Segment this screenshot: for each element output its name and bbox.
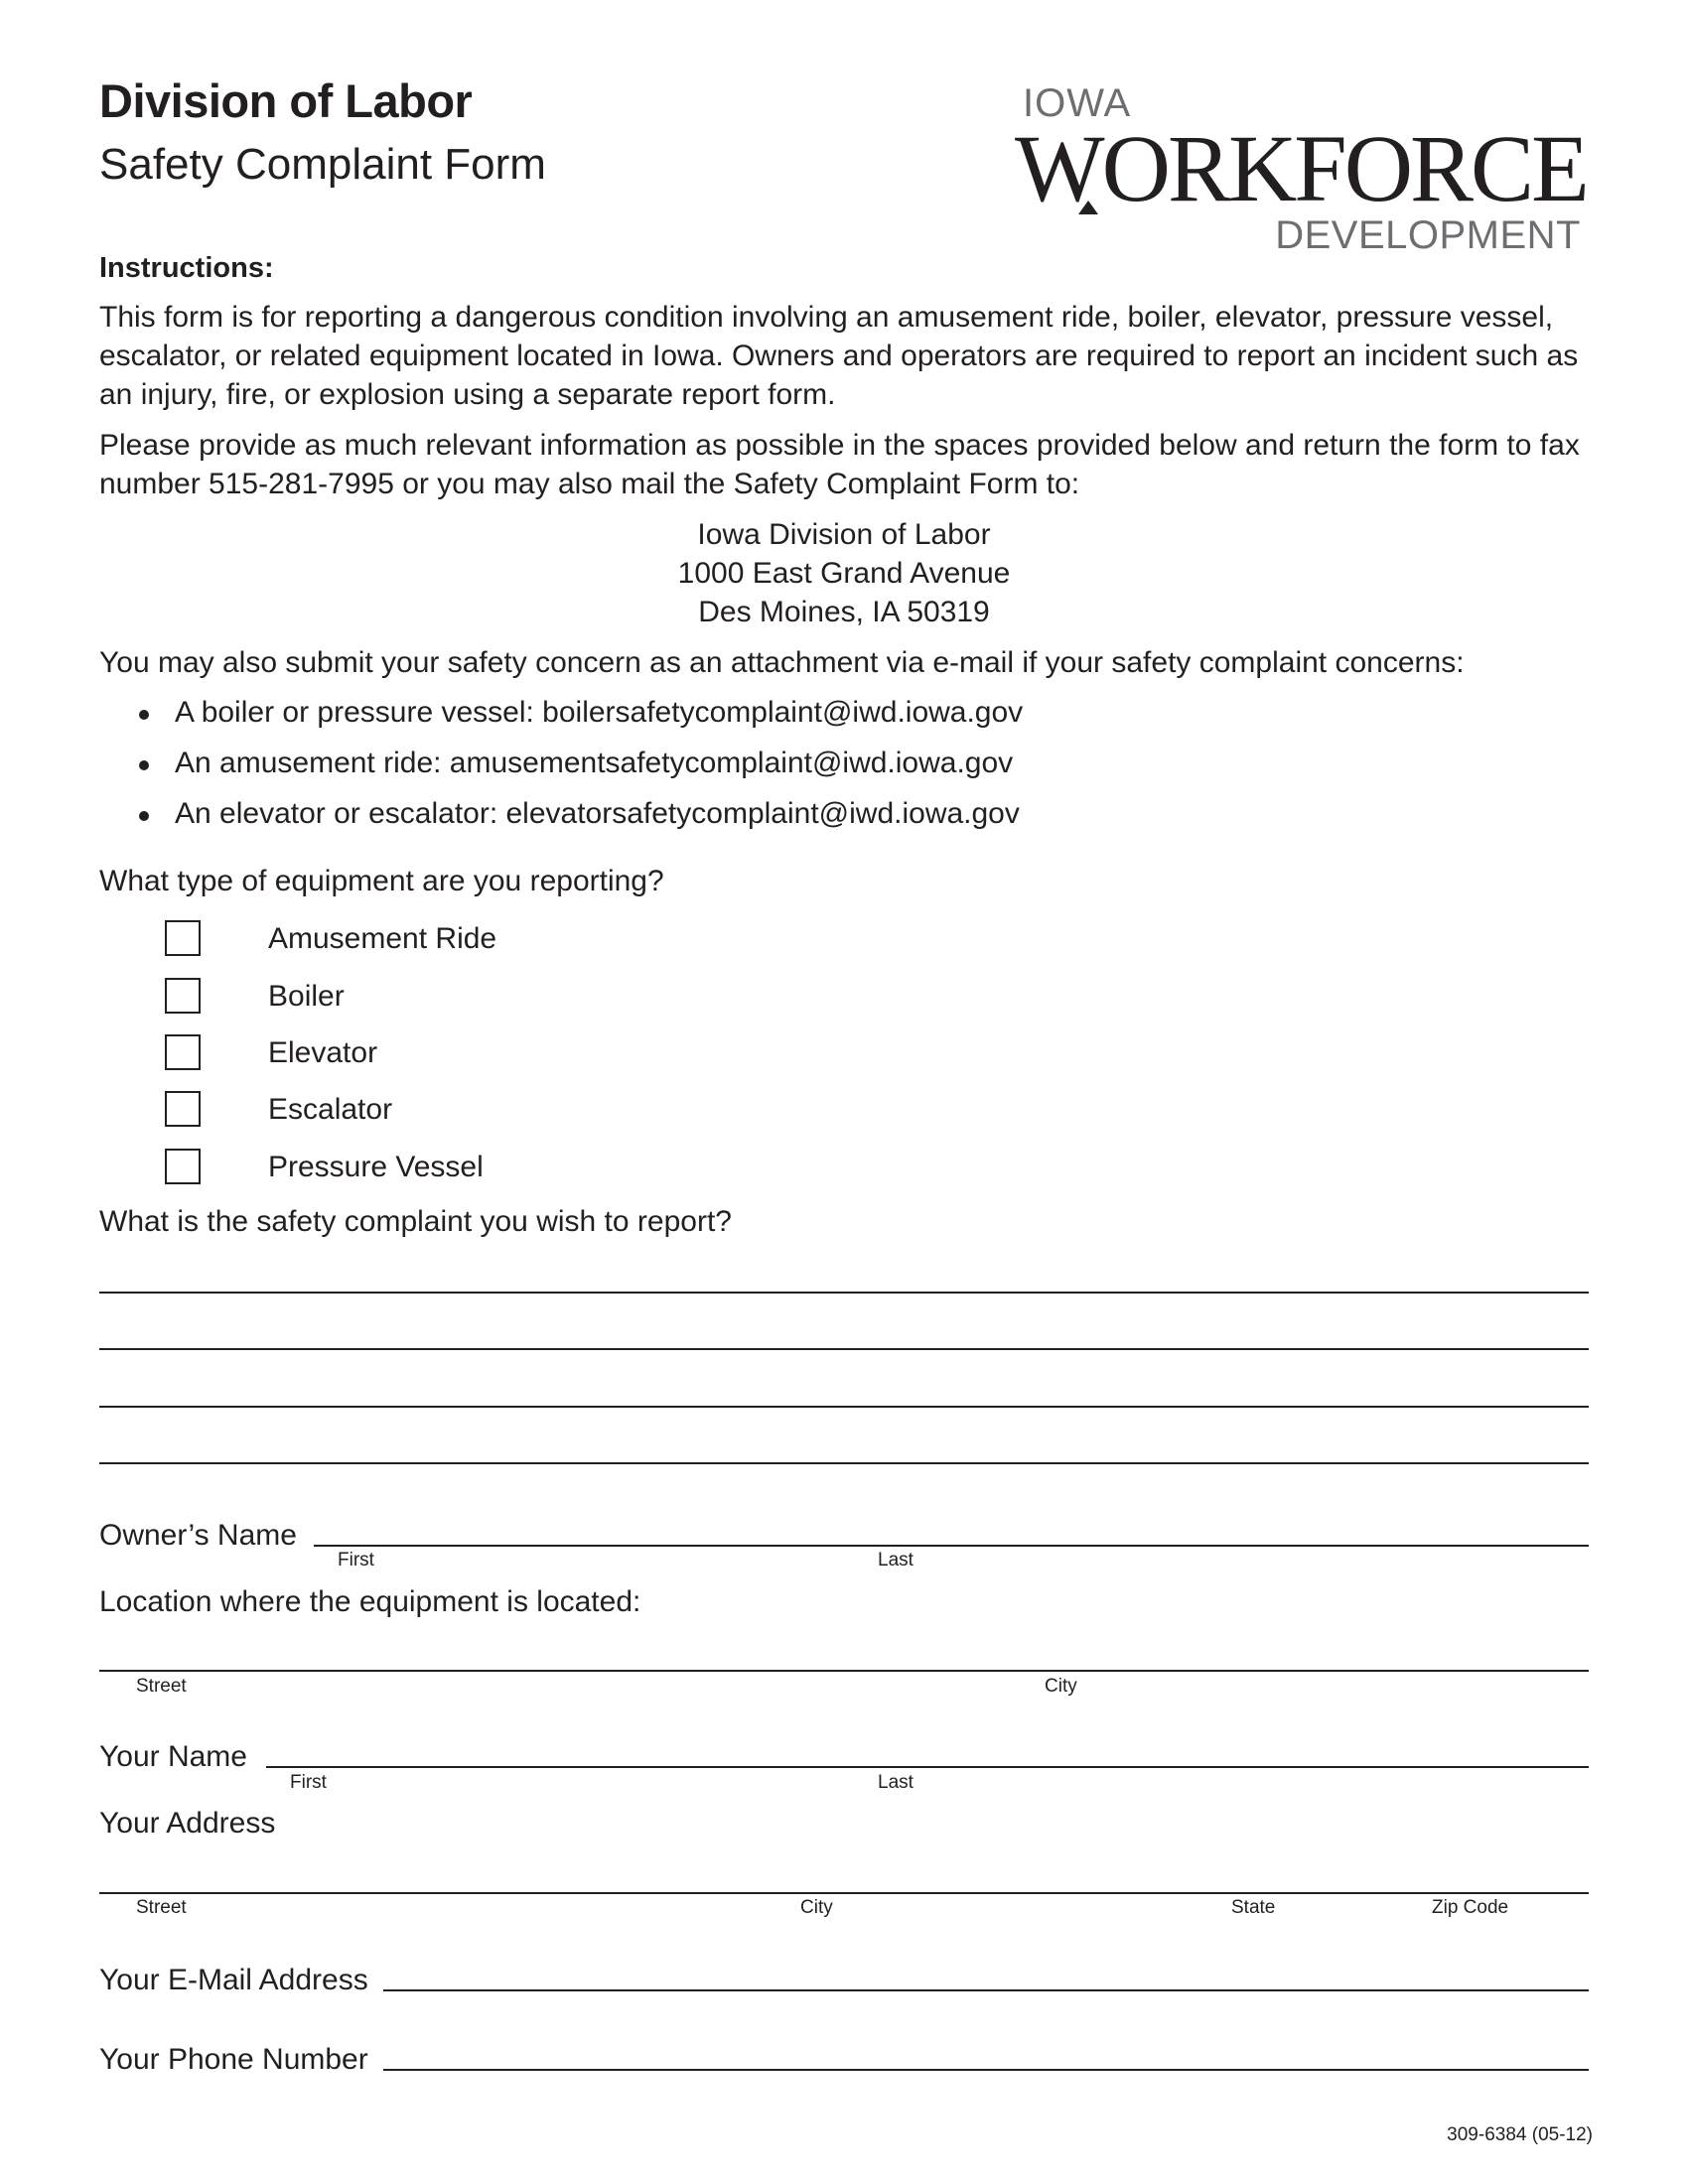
checkbox-label: Amusement Ride bbox=[268, 922, 497, 955]
equipment-question: What type of equipment are you reporting? bbox=[99, 865, 664, 897]
logo-top-text: IOWA bbox=[1023, 81, 1132, 125]
logo-main-text: WORKFORCE bbox=[1015, 115, 1587, 221]
mailing-address-line: 1000 East Grand Avenue bbox=[677, 557, 1011, 590]
owner-name-field[interactable] bbox=[314, 1545, 1589, 1547]
complaint-line[interactable] bbox=[99, 1292, 1589, 1294]
bullet-icon bbox=[139, 760, 149, 770]
instructions-paragraph-1: This form is for reporting a dangerous condition involving an amusement ride, boiler, elevator, pressure vessel, escalator, or related equipment located in Iowa. Owners and operators are required to report an incident such as an injury, fire, or explosion using a separate report form. bbox=[99, 301, 1579, 411]
page-title: Division of Labor bbox=[99, 74, 473, 127]
instructions-heading: Instructions: bbox=[99, 252, 274, 284]
owner-first-caption: First bbox=[338, 1550, 374, 1570]
checkbox-escalator[interactable] bbox=[165, 1091, 201, 1127]
address-city-caption: City bbox=[800, 1897, 833, 1918]
instructions-paragraph-2: Please provide as much relevant information as possible in the spaces provided below and return the form to fax number 515-281-7995 or you may also mail the Safety Complaint Form to: bbox=[99, 429, 1580, 500]
checkbox-label: Escalator bbox=[268, 1093, 393, 1126]
checkbox-label: Elevator bbox=[268, 1036, 378, 1069]
owner-last-caption: Last bbox=[878, 1550, 914, 1570]
email-label: Your E-Mail Address bbox=[99, 1964, 368, 1996]
iowa-workforce-development-logo bbox=[1015, 81, 1591, 270]
bullet-icon bbox=[139, 811, 149, 821]
phone-label: Your Phone Number bbox=[99, 2043, 368, 2076]
phone-field[interactable] bbox=[383, 2069, 1589, 2071]
form-number: 309-6384 (05-12) bbox=[1447, 2124, 1593, 2145]
address-zip-caption: Zip Code bbox=[1432, 1897, 1509, 1918]
location-city-caption: City bbox=[1045, 1676, 1077, 1697]
your-last-caption: Last bbox=[878, 1772, 914, 1793]
checkbox-boiler[interactable] bbox=[165, 978, 201, 1014]
owner-name-label: Owner’s Name bbox=[99, 1519, 297, 1552]
your-name-label: Your Name bbox=[99, 1740, 247, 1773]
email-intro: You may also submit your safety concern as an attachment via e-mail if your safety complaint concerns: bbox=[99, 646, 1465, 679]
your-name-field[interactable] bbox=[266, 1766, 1589, 1768]
address-street-caption: Street bbox=[136, 1897, 187, 1918]
checkbox-elevator[interactable] bbox=[165, 1034, 201, 1070]
complaint-line[interactable] bbox=[99, 1348, 1589, 1350]
location-field[interactable] bbox=[99, 1670, 1589, 1672]
your-address-field[interactable] bbox=[99, 1892, 1589, 1894]
checkbox-amusement-ride[interactable] bbox=[165, 920, 201, 956]
location-street-caption: Street bbox=[136, 1676, 187, 1697]
mailing-address-line: Des Moines, IA 50319 bbox=[698, 596, 990, 628]
logo-triangle-icon bbox=[1078, 201, 1098, 214]
mailing-address-line: Iowa Division of Labor bbox=[697, 518, 991, 551]
bullet-icon bbox=[139, 710, 149, 720]
checkbox-pressure-vessel[interactable] bbox=[165, 1149, 201, 1184]
complaint-question: What is the safety complaint you wish to report? bbox=[99, 1205, 732, 1238]
logo-bottom-text: DEVELOPMENT bbox=[1275, 213, 1581, 257]
location-label: Location where the equipment is located: bbox=[99, 1585, 641, 1618]
email-field[interactable] bbox=[383, 1989, 1589, 1991]
complaint-line[interactable] bbox=[99, 1406, 1589, 1408]
checkbox-label: Boiler bbox=[268, 980, 345, 1013]
checkbox-label: Pressure Vessel bbox=[268, 1151, 484, 1183]
your-address-label: Your Address bbox=[99, 1807, 276, 1840]
page-subtitle: Safety Complaint Form bbox=[99, 140, 546, 189]
your-first-caption: First bbox=[290, 1772, 327, 1793]
complaint-line[interactable] bbox=[99, 1462, 1589, 1464]
address-state-caption: State bbox=[1231, 1897, 1276, 1918]
